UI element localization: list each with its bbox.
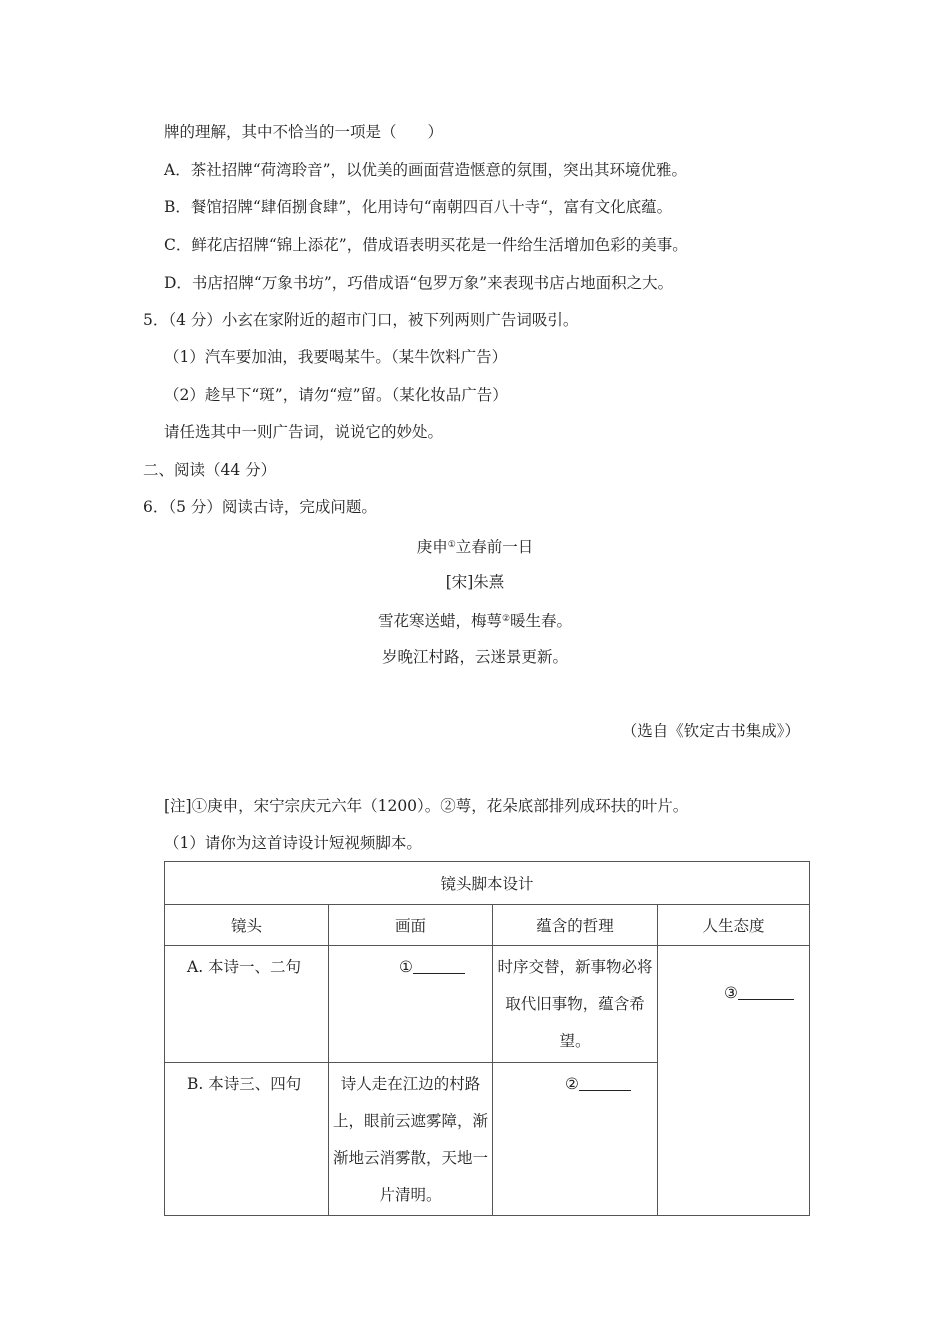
answer-blank-1[interactable] [413, 957, 465, 974]
q4-option-b: B．餐馆招牌“肆佰捌食肆”，化用诗句“南朝四百八十寺“，富有文化底蕴。 [164, 198, 673, 216]
row-b-philosophy: ② [493, 1063, 658, 1216]
q5-item-1: （1）汽车要加油，我要喝某牛。（某牛饮料广告） [164, 348, 508, 366]
q5-prompt: 请任选其中一则广告词，说说它的妙处。 [164, 423, 444, 441]
attitude-cell: ③ [658, 946, 810, 1216]
section-heading: 二、阅读（44 分） [143, 461, 277, 479]
table-title: 镜头脚本设计 [165, 862, 810, 905]
row-b-shot: B. 本诗三、四句 [165, 1063, 329, 1216]
q5-item-2: （2）趁早下“斑”，请勿“痘”留。（某化妆品广告） [164, 386, 508, 404]
poem-source: （选自《钦定古书集成》） [621, 722, 800, 740]
q4-option-a: A．茶社招牌“荷湾聆音”，以优美的画面营造惬意的氛围，突出其环境优雅。 [164, 161, 688, 179]
row-a-philosophy: 时序交替，新事物必将取代旧事物，蕴含希望。 [493, 946, 658, 1063]
poem-author: [宋]朱熹 [445, 573, 505, 591]
script-table [164, 861, 810, 1216]
header-attitude: 人生态度 [658, 905, 810, 946]
q5-stem: 5．（4 分）小玄在家附近的超市门口，被下列两则广告词吸引。 [143, 311, 579, 329]
header-philosophy: 蕴含的哲理 [493, 905, 658, 946]
poem-line-2: 岁晚江村路，云迷景更新。 [381, 648, 568, 666]
poem-title: 庚申①立春前一日 [416, 538, 534, 556]
answer-blank-3[interactable] [738, 983, 794, 1000]
header-shot: 镜头 [165, 905, 329, 946]
q4-option-d: D．书店招牌“万象书坊”，巧借成语“包罗万象”来表现书店占地面积之大。 [164, 274, 674, 292]
q4-stem-tail: 牌的理解，其中不恰当的一项是（ ） [164, 123, 444, 141]
answer-blank-2[interactable] [579, 1074, 631, 1091]
q6-stem: 6．（5 分）阅读古诗，完成问题。 [143, 498, 377, 516]
row-b-picture: 诗人走在江边的村路上，眼前云遮雾障，渐渐地云消雾散，天地一片清明。 [329, 1063, 493, 1216]
q4-option-c: C．鲜花店招牌“锦上添花”，借成语表明买花是一件给生活增加色彩的美事。 [164, 236, 688, 254]
header-picture: 画面 [329, 905, 493, 946]
row-a-picture: ① [329, 946, 493, 1063]
q6-sub-1: （1）请你为这首诗设计短视频脚本。 [164, 834, 422, 852]
row-a-shot: A. 本诗一、二句 [165, 946, 329, 1063]
poem-line-1: 雪花寒送蜡，梅萼②暖生春。 [377, 612, 573, 630]
poem-note: [注]①庚申，宋宁宗庆元六年（1200）。②萼，花朵底部排列成环扶的叶片。 [164, 797, 689, 815]
